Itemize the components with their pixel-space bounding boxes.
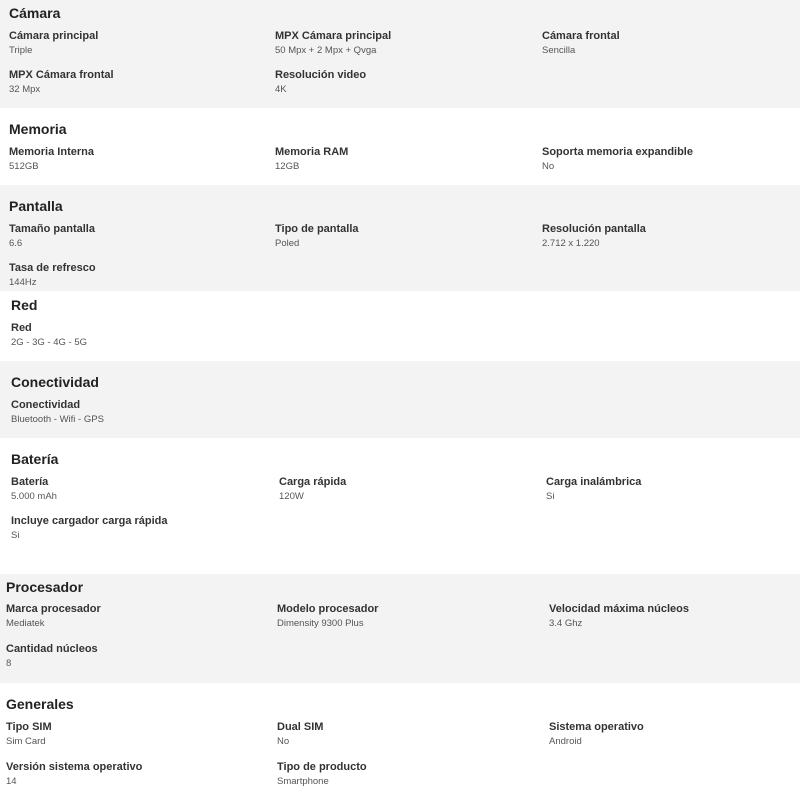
section-bateria [0, 438, 800, 574]
spec-value: 512GB [9, 161, 39, 172]
spec-value: 5.000 mAh [11, 491, 57, 502]
spec-label: Soporta memoria expandible [542, 146, 693, 158]
spec-cargador-carga-rapida [11, 514, 168, 542]
spec-value: Bluetooth - Wifi - GPS [11, 414, 104, 425]
spec-version-sistema-operativo [6, 760, 142, 788]
spec-value: 32 Mpx [9, 84, 41, 95]
spec-carga-inalambrica [546, 475, 641, 503]
spec-resolucion-video [275, 68, 366, 96]
spec-value: No [542, 161, 555, 172]
spec-label: Carga inalámbrica [546, 476, 642, 488]
spec-label: Marca procesador [6, 603, 101, 615]
spec-memoria-interna [9, 145, 94, 173]
spec-tipo-pantalla [275, 222, 359, 250]
spec-cantidad-nucleos [6, 642, 98, 670]
section-memoria [0, 108, 800, 185]
spec-value: 12GB [275, 161, 300, 172]
section-procesador [0, 574, 800, 683]
spec-value: 144Hz [9, 277, 37, 288]
spec-memoria-ram [275, 145, 348, 173]
spec-value: 3.4 Ghz [549, 618, 583, 629]
spec-value: 6.6 [9, 238, 23, 249]
spec-tipo-producto [277, 760, 367, 788]
spec-tasa-refresco [9, 261, 96, 289]
spec-value: 8 [6, 658, 12, 669]
section-title-camara: Cámara [9, 5, 61, 21]
spec-camara-frontal [542, 29, 620, 57]
spec-marca-procesador [6, 602, 101, 630]
spec-value: Dimensity 9300 Plus [277, 618, 364, 629]
spec-value: No [277, 736, 290, 747]
spec-label: Resolución video [275, 69, 367, 81]
spec-value: Si [546, 491, 555, 502]
spec-label: Tipo de producto [277, 761, 367, 773]
spec-tipo-sim [6, 720, 52, 748]
spec-label: Cantidad núcleos [6, 643, 98, 655]
spec-label: Conectividad [11, 399, 81, 411]
spec-value: 2G - 3G - 4G - 5G [11, 337, 88, 348]
spec-value: Smartphone [277, 776, 329, 787]
spec-sistema-operativo [549, 720, 644, 748]
spec-value: 4K [275, 84, 287, 95]
spec-label: Cámara frontal [542, 30, 620, 42]
spec-label: Resolución pantalla [542, 223, 646, 235]
spec-mpx-camara-frontal [9, 68, 114, 96]
spec-value: 50 Mpx + 2 Mpx + Qvga [275, 45, 377, 56]
spec-velocidad-nucleos [549, 602, 689, 630]
spec-label: Modelo procesador [277, 603, 379, 615]
section-conectividad [0, 361, 800, 438]
section-camara [0, 0, 800, 108]
section-red [0, 291, 800, 361]
spec-value: Sencilla [542, 45, 576, 56]
spec-label: Tamaño pantalla [9, 223, 95, 235]
spec-label: Versión sistema operativo [6, 761, 143, 773]
spec-label: MPX Cámara frontal [9, 69, 114, 81]
section-title-bateria: Batería [11, 451, 59, 467]
spec-value: 120W [279, 491, 304, 502]
spec-value: Triple [9, 45, 33, 56]
spec-value: Poled [275, 238, 300, 249]
section-title-conectividad: Conectividad [11, 374, 99, 390]
spec-label: Cámara principal [9, 30, 99, 42]
spec-label: Incluye cargador carga rápida [11, 515, 168, 527]
spec-label: Sistema operativo [549, 721, 644, 733]
spec-label: Velocidad máxima núcleos [549, 603, 690, 615]
spec-label: Memoria Interna [9, 146, 94, 158]
section-title-red: Red [11, 297, 38, 313]
section-title-pantalla: Pantalla [9, 198, 63, 214]
spec-value: Sim Card [6, 736, 46, 747]
spec-memoria-expandible [542, 145, 693, 173]
spec-mpx-camara-principal [275, 29, 391, 57]
spec-bateria [11, 475, 57, 503]
spec-value: Android [549, 736, 582, 747]
spec-label: Red [11, 322, 32, 334]
spec-label: Dual SIM [277, 721, 324, 733]
spec-modelo-procesador [277, 602, 378, 630]
spec-camara-principal [9, 29, 98, 57]
section-title-generales: Generales [6, 696, 74, 712]
spec-label: MPX Cámara principal [275, 30, 392, 42]
spec-conectividad [11, 398, 104, 426]
spec-label: Tasa de refresco [9, 262, 96, 274]
section-title-procesador: Procesador [6, 579, 84, 595]
spec-value: 14 [6, 776, 17, 787]
section-pantalla [0, 185, 800, 291]
spec-label: Memoria RAM [275, 146, 349, 158]
spec-value: Mediatek [6, 618, 45, 629]
spec-value: Si [11, 530, 20, 541]
spec-value: 2.712 x 1.220 [542, 238, 600, 249]
section-title-memoria: Memoria [9, 121, 67, 137]
spec-label: Tipo de pantalla [275, 223, 359, 235]
section-generales [0, 683, 800, 800]
spec-carga-rapida [279, 475, 346, 503]
spec-label: Carga rápida [279, 476, 347, 488]
spec-dual-sim [277, 720, 323, 748]
spec-red [11, 321, 87, 349]
spec-resolucion-pantalla [542, 222, 646, 250]
spec-label: Batería [11, 476, 49, 488]
spec-tamano-pantalla [9, 222, 95, 250]
spec-label: Tipo SIM [6, 721, 52, 733]
